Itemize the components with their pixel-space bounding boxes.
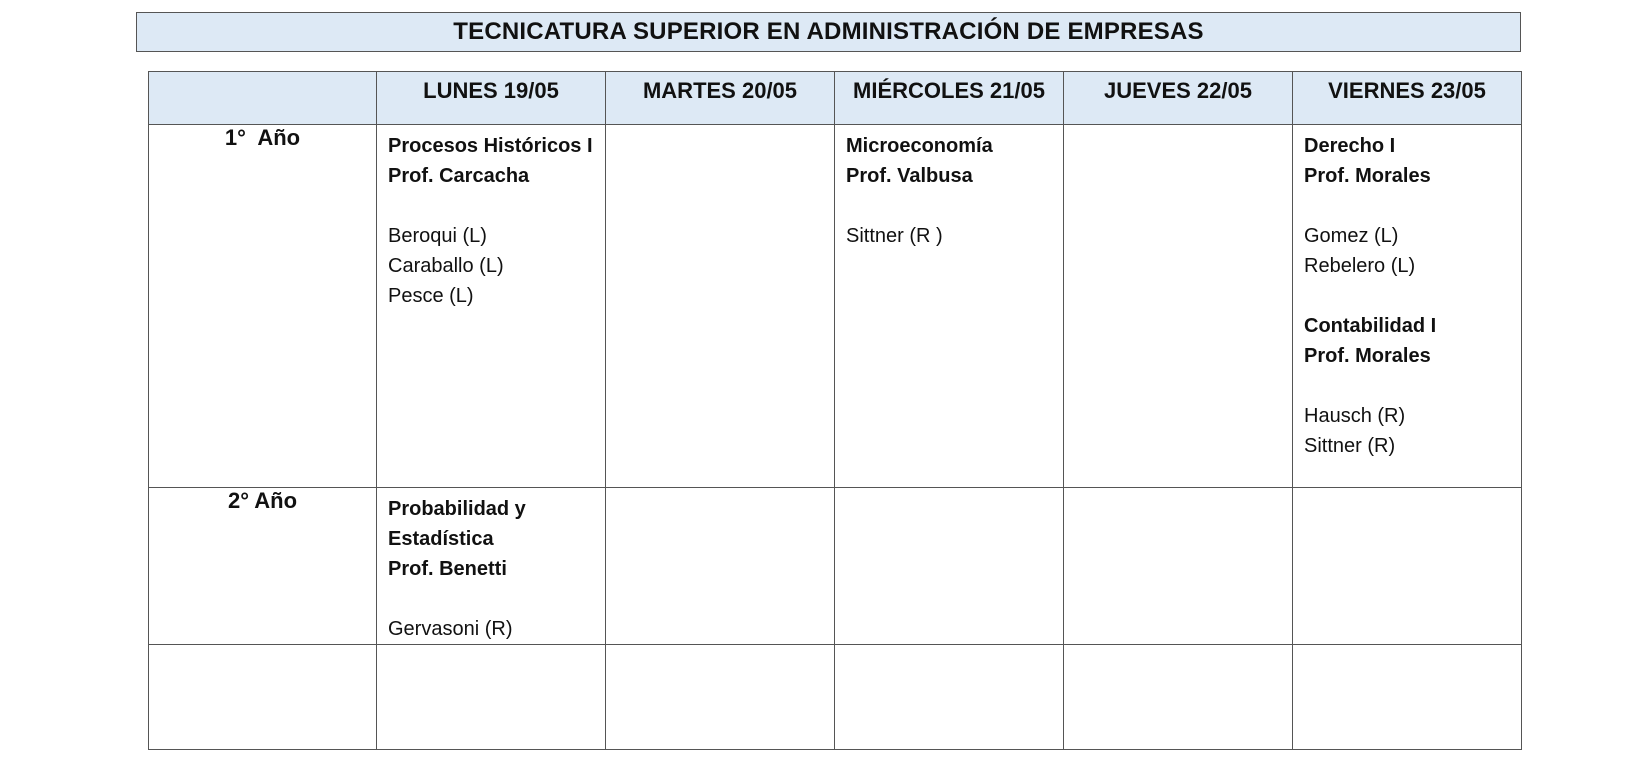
header-empty <box>149 72 377 125</box>
year-label-first: 1° Año <box>149 125 377 488</box>
professor-name: Prof. Morales <box>1304 345 1431 367</box>
subject-name-continued: Estadística <box>388 528 494 550</box>
cell-first-year-lunes <box>377 125 606 488</box>
cell-first-year-miercoles <box>835 125 1064 488</box>
header-jueves: JUEVES 22/05 <box>1064 72 1293 125</box>
student-entry: Hausch (R) <box>1304 405 1406 427</box>
header-row <box>149 72 1522 125</box>
professor-name: Prof. Valbusa <box>846 165 973 187</box>
professor-name: Prof. Carcacha <box>388 165 530 187</box>
cell-empty <box>1293 645 1522 750</box>
exam-schedule-table <box>148 71 1522 750</box>
cell-second-year-jueves <box>1064 488 1293 645</box>
cell-empty <box>606 645 835 750</box>
header-martes: MARTES 20/05 <box>606 72 835 125</box>
subject-name: Microeconomía <box>846 135 993 157</box>
cell-empty <box>149 645 377 750</box>
cell-second-year-lunes <box>377 488 606 645</box>
cell-first-year-viernes <box>1293 125 1522 488</box>
cell-second-year-martes <box>606 488 835 645</box>
student-entry: Rebelero (L) <box>1304 255 1416 277</box>
document-title: TECNICATURA SUPERIOR EN ADMINISTRACIÓN DE EMPRESAS <box>136 12 1521 52</box>
cell-second-year-miercoles <box>835 488 1064 645</box>
subject-name: Derecho I <box>1304 135 1396 157</box>
cell-first-year-martes <box>606 125 835 488</box>
cell-empty <box>1064 645 1293 750</box>
professor-name: Prof. Morales <box>1304 165 1431 187</box>
subject-name: Procesos Históricos I <box>388 135 593 157</box>
student-entry: Beroqui (L) <box>388 225 487 247</box>
year-label-second: 2° Año <box>149 488 377 645</box>
student-entry: Pesce (L) <box>388 285 474 307</box>
student-entry: Sittner (R ) <box>846 225 943 247</box>
student-entry: Gomez (L) <box>1304 225 1399 247</box>
header-miercoles: MIÉRCOLES 21/05 <box>835 72 1064 125</box>
subject-name: Probabilidad y <box>388 498 526 520</box>
cell-first-year-jueves <box>1064 125 1293 488</box>
professor-name: Prof. Benetti <box>388 558 507 580</box>
header-viernes: VIERNES 23/05 <box>1293 72 1522 125</box>
student-entry: Caraballo (L) <box>388 255 504 277</box>
table-row-second-year <box>149 488 1522 645</box>
header-lunes: LUNES 19/05 <box>377 72 606 125</box>
student-entry: Gervasoni (R) <box>388 618 513 640</box>
subject-name: Contabilidad I <box>1304 315 1437 337</box>
table-row-empty <box>149 645 1522 750</box>
cell-empty <box>377 645 606 750</box>
cell-empty <box>835 645 1064 750</box>
student-entry: Sittner (R) <box>1304 435 1396 457</box>
cell-second-year-viernes <box>1293 488 1522 645</box>
table-row-first-year <box>149 125 1522 488</box>
